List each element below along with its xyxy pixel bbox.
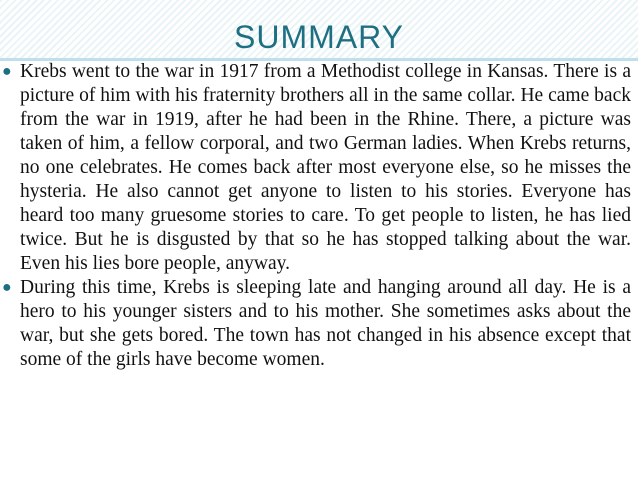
bullet-item bbox=[0, 60, 638, 276]
bullet-text: During this time, Krebs is sleeping late and hanging around all day. He is a hero to his younger sisters and to his mother. She sometimes asks about the war, but she gets bored. The town has not changed in his absence except that some of the girls have become women. bbox=[20, 277, 631, 370]
bullet-dot-icon: ● bbox=[2, 63, 12, 80]
slide-title: SUMMARY bbox=[234, 19, 404, 55]
bullet-item bbox=[0, 276, 638, 372]
bullet-text: Krebs went to the war in 1917 from a Methodist college in Kansas. There is a picture of him with his fraternity brothers all in the same collar. He came back from the war in 1919, after he had been in the Rhine. There, a picture was taken of him, a fellow corporal, and two German ladies. When Krebs returns, no one celebrates. He comes back after most everyone else, so he misses the hysteria. He also cannot get anyone to listen to his stories. Everyone has heard too many gruesome stories to care. To get people to listen, he has lied twice. But he is disgusted by that so he has stopped talking about the war. Even his lies bore people, anyway. bbox=[20, 61, 631, 274]
bullet-list bbox=[0, 60, 638, 372]
bullet-dot-icon: ● bbox=[2, 279, 12, 296]
